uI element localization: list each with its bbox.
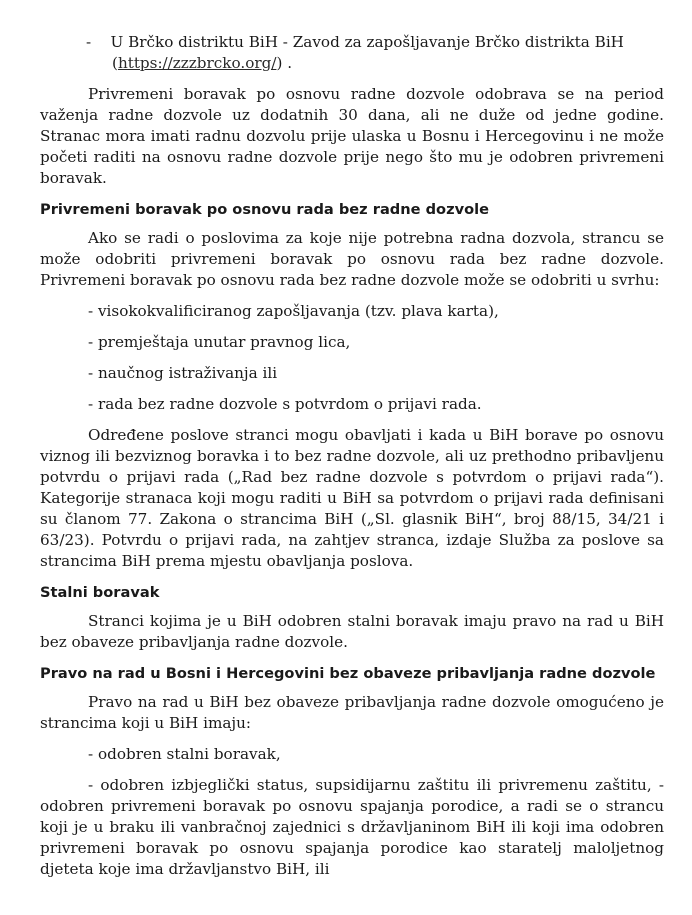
heading-residence-without-permit: Privremeni boravak po osnovu rada bez radne dozvole bbox=[40, 201, 490, 218]
paragraph-right-to-work-intro: Pravo na rad u BiH bez obaveze pribavljanja radne dozvole omogućeno je strancima koji u BiH imaju: bbox=[40, 693, 664, 732]
paragraph-work-permit-residence: Privremeni boravak po osnovu radne dozvole odobrava se na period važenja radne dozvole uz dodatnih 30 dana, ali ne duže od jedne godine. Stranac mora imati radnu dozvolu prije ulaska u Bosnu i Hercegovinu i ne može početi raditi na osnovu radne dozvole prije nego što mu je odobren privremeni boravak. bbox=[40, 85, 664, 187]
paragraph-without-permit-intro: Ako se radi o poslovima za koje nije potrebna radna dozvola, strancu se može odobriti privremeni boravak po osnovu rada bez radne dozvole. Privremeni boravak po osnovu rada bez radne dozvole može se odobriti u svrhu: bbox=[40, 229, 664, 289]
link-close-paren: ) . bbox=[276, 54, 293, 72]
zzzbrcko-link[interactable]: https://zzzbrcko.org/ bbox=[117, 54, 277, 72]
list-item: - visokokvalificiranog zapošljavanja (tzv. plava karta), bbox=[88, 302, 499, 320]
list-item: - premještaja unutar pravnog lica, bbox=[88, 333, 351, 351]
heading-right-to-work: Pravo na rad u Bosni i Hercegovini bez obaveze pribavljanja radne dozvole bbox=[40, 665, 656, 682]
list-item-long: - odobren izbjeglički status, supsidijarnu zaštitu ili privremenu zaštitu, - odobren privremeni boravak po osnovu spajanja porodice, a radi se o strancu koji je u braku ili vanbračnoj zajednici s državljaninom BiH ili koji ima odobren privremeni boravak po osnovu spajanja porodice kao staratelj maloljetnog djeteta koje ima državljanstvo BiH, ili bbox=[40, 776, 664, 878]
link-open-paren: ( bbox=[112, 54, 118, 72]
paragraph-work-registration: Određene poslove stranci mogu obavljati i kada u BiH borave po osnovu viznog ili bezviznog boravka i to bez radne dozvole, ali uz prethodno pribavljenu potvrdu o prijavi rada („Rad bez radne dozvole s potvrdom o prijavi rada“). Kategorije stranaca koji mogu raditi u BiH sa potvrdom o prijavi rada definisani su članom 77. Zakona o strancima BiH („Sl. glasnik BiH“, broj 88/15, 34/21 i 63/23). Potvrdu o prijavi rada, na zahtjev stranca, izdaje Služba za poslove sa strancima BiH prema mjestu obavljanja poslova. bbox=[40, 426, 664, 570]
paragraph-permanent-residence: Stranci kojima je u BiH odobren stalni boravak imaju pravo na rad u BiH bez obaveze pribavljanja radne dozvole. bbox=[40, 612, 664, 651]
list-item: - odobren stalni boravak, bbox=[88, 745, 281, 763]
heading-permanent-residence: Stalni boravak bbox=[40, 584, 160, 601]
list-item: - naučnog istraživanja ili bbox=[88, 364, 278, 382]
list-item-brcko bbox=[40, 32, 664, 74]
list-item: - rada bez radne dozvole s potvrdom o prijavi rada. bbox=[88, 395, 482, 413]
bullet-marker: - bbox=[86, 33, 92, 51]
list-item-text: U Brčko distriktu BiH - Zavod za zapošljavanje Brčko distrikta BiH bbox=[110, 33, 624, 51]
document-page bbox=[40, 32, 664, 890]
